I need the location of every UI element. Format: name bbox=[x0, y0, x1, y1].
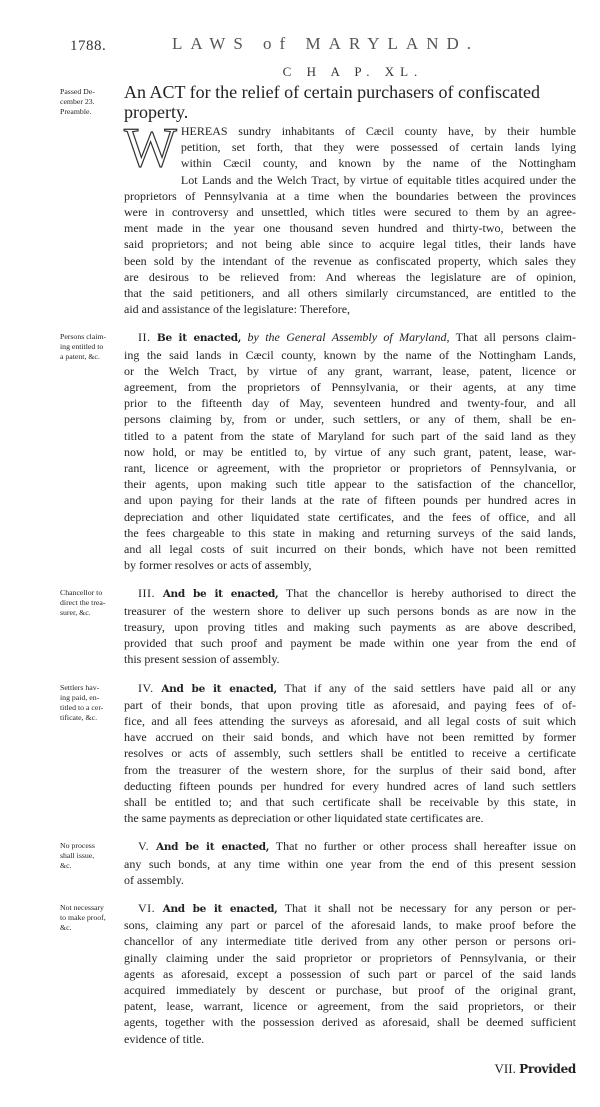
text-line: been sold by the intendant of the revenue as confiscated property, which sales they bbox=[124, 253, 576, 268]
text-line: agents, together with the possession derived as aforesaid, shall be deemed sufficient bbox=[124, 1015, 576, 1030]
margin-note-line: Preamble. bbox=[60, 107, 92, 116]
catchword-row bbox=[60, 1047, 586, 1077]
section-3-row bbox=[60, 585, 586, 667]
section-text: That if any of the said settlers have paid all or any bbox=[284, 680, 576, 695]
margin-note-section-3 bbox=[60, 585, 124, 618]
section-first-line bbox=[124, 838, 576, 855]
section-first-line bbox=[124, 680, 576, 697]
margin-note-line: &c. bbox=[60, 922, 72, 932]
margin-note-section-6 bbox=[60, 900, 124, 933]
section-2-row bbox=[60, 329, 586, 573]
catchword-word: Provided bbox=[519, 1061, 576, 1076]
section-number: VI. bbox=[138, 900, 156, 915]
section-2 bbox=[124, 329, 576, 573]
text-line: that the said petitioners, and all others similarly circumstanced, are entitled to the bbox=[124, 286, 576, 301]
margin-note-line: Chancellor to bbox=[60, 588, 103, 598]
running-head: LAWS of MARYLAND. bbox=[172, 34, 479, 53]
section-4 bbox=[124, 680, 576, 827]
text-line: agents as aforesaid, except a possession of such part or parcel of the said lands bbox=[124, 966, 576, 981]
margin-note-section-4 bbox=[60, 680, 124, 723]
enacting-clause: And be it enacted, bbox=[162, 902, 278, 915]
text-line: treasurer of the western shore to deliver up such persons bonds as are now in the bbox=[124, 603, 576, 618]
margin-note-line: Settlers hav- bbox=[60, 682, 100, 692]
text-line: their agents, upon making such title appear to the satisfaction of the chancellor, bbox=[124, 477, 576, 492]
text-line: or the Welch Tract, by virtue of any grant, warrant, lease, patent, licence or bbox=[124, 363, 576, 378]
text-line: deducting fifteen pounds per hundred for every hundred acres of land such settlers bbox=[124, 778, 576, 793]
section-number: III. bbox=[138, 586, 155, 601]
margin-note-line: &c. bbox=[60, 861, 72, 871]
text-line: and all legal costs of suit incurred on their bonds, which have not been remitted bbox=[124, 542, 576, 557]
section-5 bbox=[124, 838, 576, 888]
section-6-row bbox=[60, 900, 586, 1047]
margin-note-line: Persons claim- bbox=[60, 332, 107, 342]
section-text: That all persons claim- bbox=[455, 330, 577, 345]
section-number: V. bbox=[138, 839, 150, 854]
chapter-heading: C H A P. XL. bbox=[282, 64, 424, 79]
text-line: rant, licence or agreement, with the proprietor or proprietors of Pennsylvania, or bbox=[124, 461, 576, 476]
drop-cap: W bbox=[124, 117, 177, 179]
text-line: aid and assistance of the legislature: Therefore, bbox=[124, 302, 351, 317]
text-line: ment made in the year one thousand seven hundred and thirty-two, between the bbox=[124, 221, 576, 236]
text-line: petition, set forth, that they were possessed of certain lands lying bbox=[180, 140, 576, 155]
section-first-line bbox=[124, 585, 576, 602]
section-number: IV. bbox=[138, 680, 154, 695]
section-5-row bbox=[60, 838, 586, 888]
preamble-row bbox=[60, 82, 586, 317]
enacting-clause: And be it enacted, bbox=[155, 841, 270, 854]
text-line: are desirous to be relieved from: And whereas the legislature are of opinion, bbox=[124, 269, 576, 284]
text-line: fice, and all fees attending the surveys as aforesaid, and all legal costs of suit which bbox=[124, 713, 576, 728]
margin-note-line: direct the trea- bbox=[60, 598, 106, 608]
margin-note-line: ing paid, en- bbox=[60, 692, 100, 702]
enacting-clause: And be it enacted, bbox=[162, 588, 279, 601]
text-line: treasury, upon proving titles and making such payments as are above described, bbox=[124, 619, 576, 634]
text-line: proprietors of Pennsylvania at a time when the boundaries between the provinces bbox=[124, 188, 576, 203]
margin-note-line: surer, &c. bbox=[60, 608, 91, 618]
text-line: and upon paying for their lands at the rate of fifteen pounds per hundred acres in bbox=[124, 493, 576, 508]
text-line: depreciation and other liquidated state certificates, and the fees of office, and all bbox=[124, 509, 576, 524]
text-line: of assembly. bbox=[124, 872, 184, 887]
text-line: provided that such proof and payment be made within one year from the end of bbox=[124, 636, 576, 651]
margin-note-line: to make proof, bbox=[60, 912, 106, 922]
text-line: chancellor of any intermediate title derived from any other person or persons ori- bbox=[124, 934, 576, 949]
section-4-row bbox=[60, 680, 586, 827]
text-line: part of their bonds, that upon proving title as aforesaid, and paying fees of of- bbox=[124, 697, 576, 712]
text-line: persons claiming by, from or under, such settlers, or any of them, shall be en- bbox=[124, 412, 576, 427]
text-line: the same payments as depreciation or other liquidated state certificates are. bbox=[124, 811, 484, 826]
text-line: acquired immediately by descent or purchase, but proof of the original grant, bbox=[124, 982, 576, 997]
text-line: the fees chargeable to this state in making and returning surveys of the said lands, bbox=[124, 525, 576, 540]
margin-note-line: cember 23. bbox=[60, 97, 95, 106]
preamble bbox=[124, 117, 576, 317]
text-line: sons, claiming any part or parcel of the aforesaid lands, to make proof before the bbox=[124, 918, 576, 933]
text-line: said proprietors; and not being able since to acquire legal titles, their lands have bbox=[124, 237, 576, 252]
text-line: by former resolves or acts of assembly, bbox=[124, 558, 312, 573]
text-line: patent, lease, warrant, licence or agreement, from the said proprietors, or their bbox=[124, 999, 576, 1014]
text-line: ing the said lands in Cæcil county, known by the name of the Nottingham Lands, bbox=[124, 347, 576, 362]
margin-note-line: a patent, &c. bbox=[60, 352, 100, 362]
margin-note-section-5 bbox=[60, 838, 124, 871]
enacting-clause: Be it enacted, bbox=[156, 332, 242, 345]
section-3 bbox=[124, 585, 576, 667]
margin-note-line: ing entitled to bbox=[60, 342, 104, 352]
section-first-line bbox=[124, 329, 576, 346]
text-line: titled to a patent from the state of Maryland for such part of the said land as they bbox=[124, 428, 576, 443]
section-text: That no further or other process shall hereafter issue on bbox=[275, 839, 577, 854]
text-line: ginally claiming under the said proprietor or proprietors of Pennsylvania, or their bbox=[124, 950, 576, 965]
page-header bbox=[60, 34, 586, 64]
text-line: prior to the fifteenth day of May, seventeen hundred and twenty-four, and all bbox=[124, 396, 576, 411]
margin-note-line: Passed De- bbox=[60, 87, 95, 96]
section-6 bbox=[124, 900, 576, 1047]
catchword-number: VII. bbox=[494, 1060, 516, 1076]
margin-note-line: shall issue, bbox=[60, 851, 95, 861]
enacting-clause: And be it enacted, bbox=[161, 682, 277, 695]
margin-note-line: Not necessary bbox=[60, 902, 104, 912]
catchword bbox=[124, 1061, 576, 1077]
text-line: shall be entitled to; and that such certificate shall be receivable by this state, in bbox=[124, 794, 576, 809]
text-line: this present session of assembly. bbox=[124, 652, 280, 667]
enacting-authority: by the General Assembly of Maryland, bbox=[247, 330, 450, 345]
text-line: were in controversy and unsettled, which titles were secured to them by an agree- bbox=[124, 205, 576, 220]
text-line: HEREAS sundry inhabitants of Cæcil county have, by their humble bbox=[180, 124, 576, 138]
text-line: agreement, from the proprietors of Pennsylvania, or their agents, at any time bbox=[124, 380, 576, 395]
margin-note-line: titled to a cer- bbox=[60, 702, 104, 712]
margin-note-passed bbox=[60, 82, 124, 117]
text-line: now hold, or may be entitled to, by virtue of any such grant, patent, lease, war- bbox=[124, 444, 576, 459]
text-line: from the treasurer of the western shore, for the surplus of their said bond, after bbox=[124, 762, 576, 777]
text-line: Lot Lands and the Welch Tract, by virtue of equitable titles acquired under the bbox=[180, 172, 576, 187]
text-line: evidence of title. bbox=[124, 1031, 205, 1046]
margin-note-line: No process bbox=[60, 841, 95, 851]
section-first-line bbox=[124, 900, 576, 917]
section-text: That it shall not be necessary for any person or per- bbox=[284, 900, 576, 915]
text-line: within Cæcil county, and known by the name of the Nottingham bbox=[180, 156, 576, 171]
page-number: 1788. bbox=[70, 38, 107, 54]
text-line: have accrued on their said bonds, and which have not been remitted by former bbox=[124, 730, 576, 745]
section-number: II. bbox=[138, 330, 151, 345]
text-line: any such bonds, at any time within one year from the end of this present session bbox=[124, 856, 576, 871]
margin-note-section-2 bbox=[60, 329, 124, 362]
margin-note-line: tificate, &c. bbox=[60, 712, 98, 722]
section-text: That the chancellor is hereby authorised to direct the bbox=[285, 586, 577, 601]
text-line: resolves or acts of assembly, such settlers shall be entitled to receive a certificate bbox=[124, 746, 576, 761]
act-title: An ACT for the relief of certain purchasers of confiscated property. bbox=[124, 82, 541, 122]
